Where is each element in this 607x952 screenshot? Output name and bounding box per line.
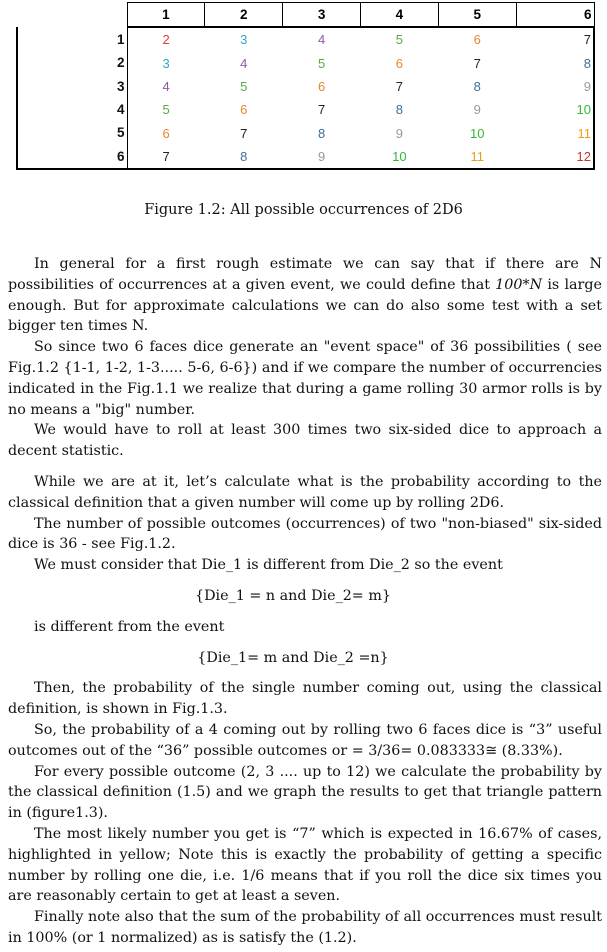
sum-cell: 11	[516, 121, 594, 144]
sum-cell: 11	[438, 145, 516, 169]
paragraph-10: For every possible outcome (2, 3 .... up to 12) we calculate the probability by the classical definition (1.5) and we graph the results to get that triangle pattern in (figure1.3).	[8, 763, 602, 822]
sum-cell: 4	[240, 55, 248, 71]
column-header: 5	[438, 3, 516, 28]
sum-cell: 2	[162, 32, 170, 48]
sum-cell: 3	[162, 55, 170, 71]
sum-cell: 4	[317, 32, 326, 48]
paragraph-4: While we are at it, let’s calculate what is the probability according to the classical definition that a given number will come up by rolling 2D6.	[8, 473, 602, 511]
row-header: 5	[17, 121, 127, 144]
column-header: 1	[127, 3, 205, 28]
sum-cell: 6	[473, 32, 481, 48]
paragraph-9: So, the probability of a 4 coming out by rolling two 6 faces dice is “3” useful outcomes out of the “36” possible outcomes or = 3/36= 0.083333≅ (8.33%).	[8, 721, 602, 759]
sum-cell: 4	[162, 79, 170, 95]
column-header: 4	[360, 3, 438, 28]
sum-cell: 9	[473, 102, 481, 118]
sum-cell: 10	[516, 98, 594, 121]
paragraph-5: The number of possible outcomes (occurrences) of two "non-biased" six-sided dice is 36 - see Fig.1.2.	[8, 515, 602, 553]
figure-caption: Figure 1.2: All possible occurrences of 2D6	[144, 202, 463, 218]
paragraph-12: Finally note also that the sum of the probability of all occurrences must result in 100% (or 1 normalized) as is satisfy the (1.2).	[8, 909, 602, 946]
paragraph-3: We would have to roll at least 300 times two six-sided dice to approach a decent statistic.	[8, 422, 602, 460]
sum-cell: 5	[395, 32, 404, 48]
sum-cell: 9	[283, 145, 361, 169]
table-row	[17, 121, 594, 144]
sum-cell: 8	[516, 52, 594, 75]
column-header: 6	[516, 3, 594, 28]
sum-cell: 7	[473, 55, 481, 71]
sum-cell: 8	[317, 125, 326, 141]
sum-cell: 7	[395, 79, 404, 95]
paragraph-6: We must consider that Die_1 is different from Die_2 so the event	[34, 557, 503, 574]
row-header: 3	[17, 75, 127, 98]
sum-cell: 7	[317, 102, 326, 118]
sum-cell: 5	[317, 55, 326, 71]
table-row	[17, 27, 594, 51]
sum-cell: 6	[317, 79, 326, 95]
row-header: 1	[17, 27, 127, 51]
sum-cell: 7	[127, 145, 205, 169]
paragraph-11: The most likely number you get is “7” which is expected in 16.67% of cases, highlighted in yellow; Note this is exactly the probability of getting a specific number by rolling one die, i.e. 1/6 means that if you roll the dice six times you are reasonably certain to get at least a seven.	[8, 825, 602, 905]
paragraph-8: Then, the probability of the single number coming out, using the classical definition, is shown in Fig.1.3.	[8, 680, 602, 718]
column-header: 2	[205, 3, 283, 28]
table-row	[17, 75, 594, 98]
sum-cell: 6	[395, 55, 404, 71]
row-header: 6	[17, 145, 127, 169]
table-row	[17, 52, 594, 75]
row-header: 4	[17, 98, 127, 121]
paragraph-2: So since two 6 faces dice generate an "event space" of 36 possibilities ( see Fig.1.2 {1-1, 1-2, 1-3..... 5-6, 6-6}) and if we compare the number of occurrencies indicated in the Fig.1.1 we realize that during a game rolling 30 armor rolls is by no means a "big" number.	[8, 339, 602, 418]
body-text	[8, 254, 602, 949]
table-row	[17, 145, 594, 169]
italic-formula: 100*N	[495, 276, 543, 293]
sum-cell: 6	[240, 102, 248, 118]
sum-cell: 8	[473, 79, 481, 95]
table-corner	[17, 3, 127, 28]
sum-cell: 9	[395, 125, 404, 141]
sum-cell: 5	[240, 79, 248, 95]
2d6-occurrences-table	[16, 2, 595, 170]
paragraph-1: In general for a first rough estimate we can say that if there are N possibilities of occurrences at a given event, we could define that 100*N is large enough. But for approximate calculations we can do also some test with a set bigger ten times N.	[8, 256, 602, 335]
sum-cell: 5	[162, 102, 170, 118]
equation-1: {Die_1 = n and Die_2= m}	[194, 587, 391, 604]
row-header: 2	[17, 52, 127, 75]
sum-cell: 9	[516, 75, 594, 98]
sum-cell: 10	[360, 145, 438, 169]
sum-cell: 7	[516, 27, 594, 51]
paragraph-7: is different from the event	[34, 618, 225, 635]
sum-cell: 7	[240, 125, 248, 141]
table-row	[17, 98, 594, 121]
equation-2: {Die_1= m and Die_2 =n}	[197, 649, 389, 666]
sum-cell: 3	[240, 32, 248, 48]
sum-cell: 8	[205, 145, 283, 169]
sum-cell: 10	[469, 125, 485, 141]
sum-cell: 12	[516, 145, 594, 169]
table-header-row	[17, 3, 594, 28]
sum-cell: 8	[395, 102, 404, 118]
column-header: 3	[283, 3, 361, 28]
sum-cell: 6	[162, 125, 170, 141]
